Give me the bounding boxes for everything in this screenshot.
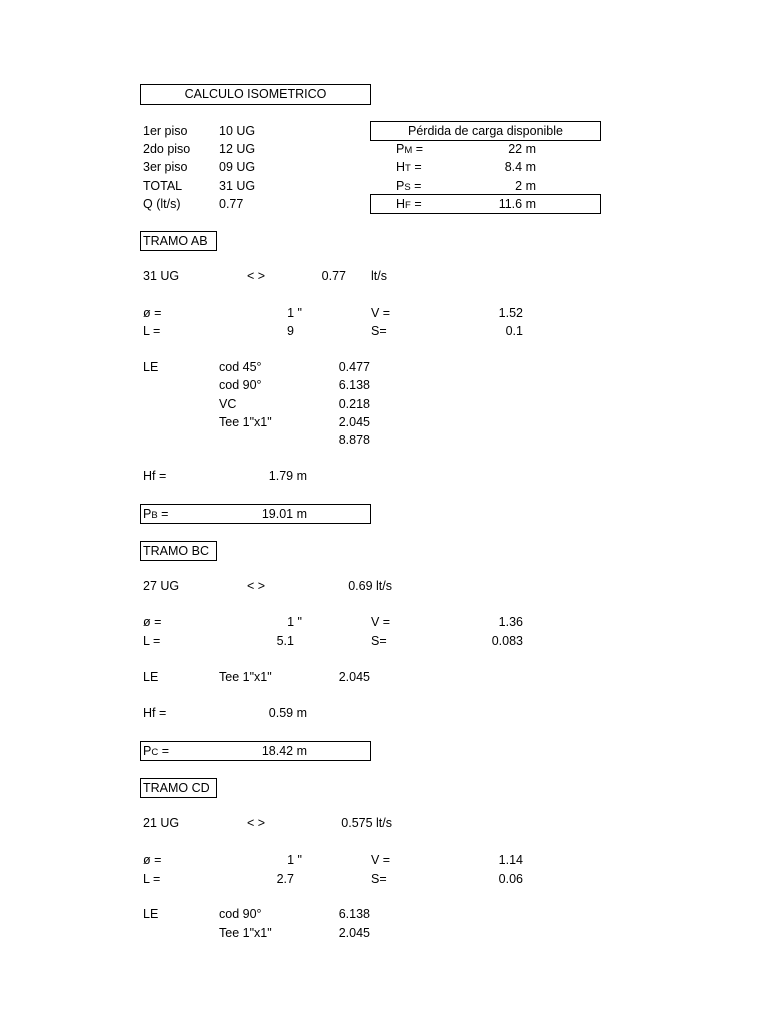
ab-phi: 1 " (287, 306, 302, 320)
bc-arrow: < > (247, 579, 266, 593)
pb-label: PB = (143, 507, 169, 521)
cd-flow: 0.575 lt/s (341, 816, 392, 830)
bc-v: 1.36 (498, 615, 523, 629)
ab-le-value-2: 6.138 (338, 378, 370, 392)
cd-phi: 1 " (287, 853, 302, 867)
floor-value-1: 10 UG (219, 124, 256, 138)
cd-s-label: S= (371, 872, 387, 886)
pb-value: 19.01 m (261, 507, 307, 521)
cd-le-name-1: cod 90° (219, 907, 262, 921)
cd-v-label: V = (371, 853, 391, 867)
ab-arrow: < > (247, 269, 266, 283)
hf-label: HF = (396, 197, 422, 211)
ab-ug: 31 UG (143, 269, 180, 283)
floor-label-1: 1er piso (143, 124, 188, 138)
bc-phi-label: ø = (143, 615, 162, 629)
pc-label: PC = (143, 744, 170, 758)
cd-l-label: L = (143, 872, 161, 886)
pc-value: 18.42 m (261, 744, 307, 758)
bc-le-name: Tee 1"x1" (219, 670, 272, 684)
bc-s: 0.083 (491, 634, 523, 648)
ab-phi-label: ø = (143, 306, 162, 320)
floor-label-2: 2do piso (143, 142, 191, 156)
hf-value: 11.6 m (498, 197, 536, 211)
cd-arrow: < > (247, 816, 266, 830)
bc-flow: 0.69 lt/s (348, 579, 392, 593)
tramo-bc-title: TRAMO BC (143, 544, 209, 558)
cd-le-value-2: 2.045 (338, 926, 370, 940)
ab-le-label: LE (143, 360, 159, 374)
cd-le-label: LE (143, 907, 159, 921)
bc-hf-label: Hf = (143, 706, 167, 720)
total-value: 31 UG (219, 179, 256, 193)
flow-value: 0.77 (219, 197, 244, 211)
tramo-cd-title: TRAMO CD (143, 781, 210, 795)
ab-l-label: L = (143, 324, 161, 338)
ab-flow: 0.77 (321, 269, 346, 283)
tramo-ab-title: TRAMO AB (143, 234, 208, 248)
bc-phi: 1 " (287, 615, 302, 629)
ab-l: 9 (287, 324, 294, 338)
ht-label: HT = (396, 160, 422, 174)
cd-le-value-1: 6.138 (338, 907, 370, 921)
bc-hf: 0.59 m (268, 706, 307, 720)
flow-label: Q (lt/s) (143, 197, 181, 211)
bc-l: 5.1 (276, 634, 294, 648)
pm-label: PM = (396, 142, 424, 156)
ab-hf-label: Hf = (143, 469, 167, 483)
bc-ug: 27 UG (143, 579, 180, 593)
bc-le-value: 2.045 (338, 670, 370, 684)
ab-v: 1.52 (498, 306, 523, 320)
floor-label-3: 3er piso (143, 160, 188, 174)
cd-v: 1.14 (498, 853, 523, 867)
bc-s-label: S= (371, 634, 387, 648)
ab-le-value-4: 2.045 (338, 415, 370, 429)
bc-v-label: V = (371, 615, 391, 629)
bc-l-label: L = (143, 634, 161, 648)
floor-value-2: 12 UG (219, 142, 256, 156)
cd-ug: 21 UG (143, 816, 180, 830)
ab-le-name-4: Tee 1"x1" (219, 415, 272, 429)
total-label: TOTAL (143, 179, 183, 193)
ab-s-label: S= (371, 324, 387, 338)
ps-value: 2 m (515, 179, 536, 193)
ab-flow-unit: lt/s (371, 269, 387, 283)
ps-label: PS = (396, 179, 422, 193)
page-title: CALCULO ISOMETRICO (184, 87, 327, 101)
ab-v-label: V = (371, 306, 391, 320)
loss-header: Pérdida de carga disponible (408, 124, 563, 138)
ab-le-value-1: 0.477 (338, 360, 370, 374)
floor-value-3: 09 UG (219, 160, 256, 174)
ht-value: 8.4 m (504, 160, 536, 174)
ab-le-name-3: VC (219, 397, 237, 411)
cd-l: 2.7 (276, 872, 294, 886)
cd-s: 0.06 (498, 872, 523, 886)
cd-le-name-2: Tee 1"x1" (219, 926, 272, 940)
cd-phi-label: ø = (143, 853, 162, 867)
pm-value: 22 m (508, 142, 536, 156)
ab-s: 0.1 (505, 324, 523, 338)
bc-le-label: LE (143, 670, 159, 684)
ab-le-name-1: cod 45° (219, 360, 262, 374)
ab-le-name-2: cod 90° (219, 378, 262, 392)
ab-le-total: 8.878 (338, 433, 370, 447)
ab-hf: 1.79 m (268, 469, 307, 483)
ab-le-value-3: 0.218 (338, 397, 370, 411)
